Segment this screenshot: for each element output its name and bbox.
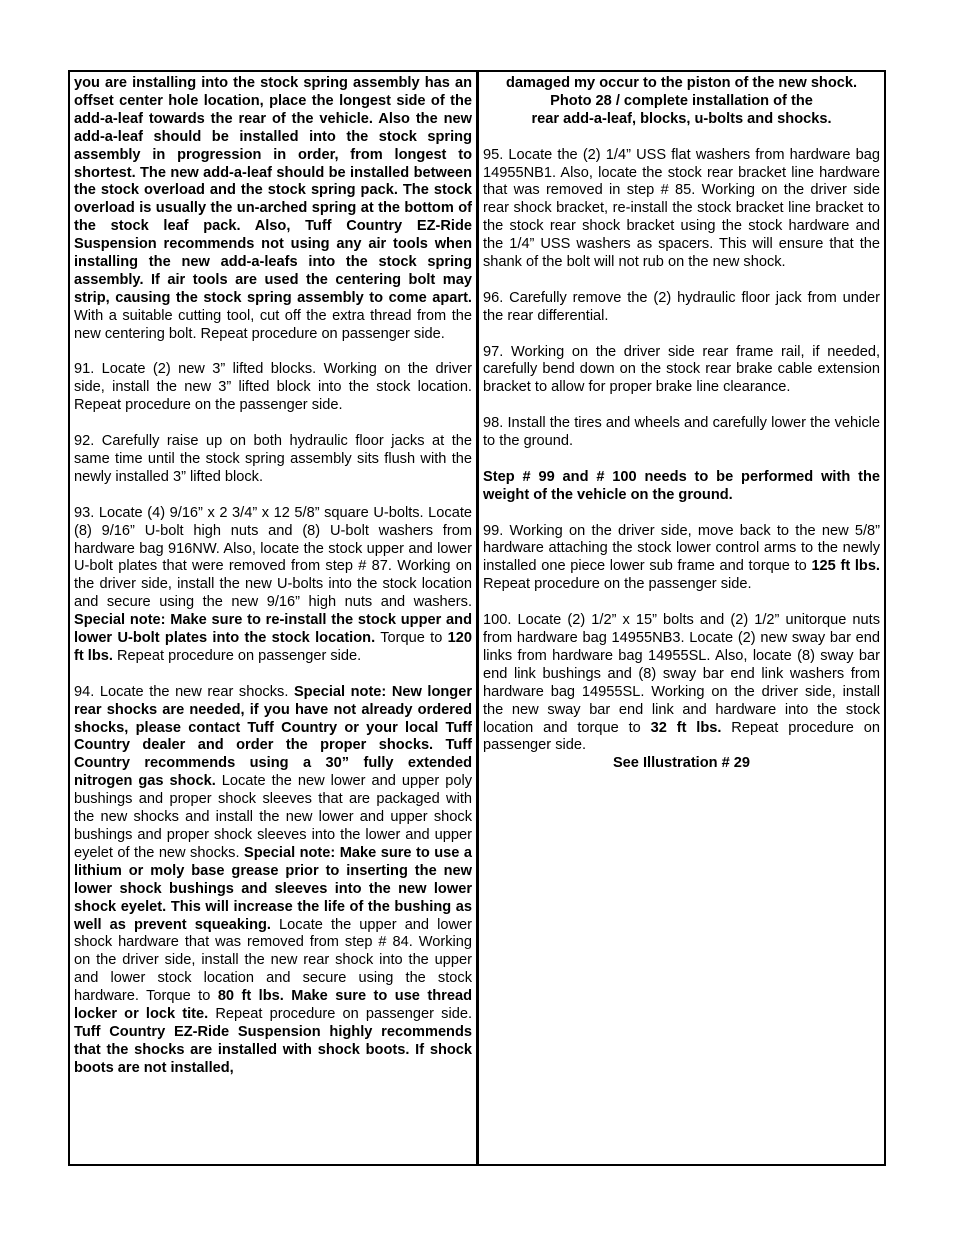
step-96: 96. Carefully remove the (2) hydraulic floor jack from under the rear differential.: [483, 289, 880, 324]
left-column: [70, 72, 479, 1164]
right-column: [479, 72, 884, 1164]
step-97: 97. Working on the driver side rear frame rail, if needed, carefully bend down on the stock rear brake cable extension bracket to allow for proper brake line clearance.: [483, 343, 880, 396]
step-91: 91. Locate (2) new 3” lifted blocks. Working on the driver side, install the new 3” lifted block into the stock location. Repeat procedure on the passenger side.: [74, 361, 472, 414]
photo-caption-line-2: rear add-a-leaf, blocks, u-bolts and shocks.: [531, 110, 832, 127]
step-95: 95. Locate the (2) 1/4” USS flat washers from hardware bag 14955NB1. Also, locate the stock rear bracket line hardware that was removed in step # 85. Working on the driver side rear shock bracket, re-install the stock bracket line bracket to the stock rear shock bracket using the stock hardware and the 1/4” USS washers as spacers. This will ensure that the shank of the bolt will not rub on the new shock.: [483, 146, 880, 271]
illustration-reference: See Illustration # 29: [612, 755, 751, 772]
step-100: 100. Locate (2) 1/2” x 15” bolts and (2) 1/2” unitorque nuts from hardware bag 14955NB3. Locate (2) new sway bar end links from hardware bag 14955SL. Also, locate (8) sway bar end link bushings and (8) sway bar end link washers from hardware bag 14955SL. Working on the driver side, install the new sway bar end link and hardware into the stock location and torque to 32 ft lbs. Repeat procedure on passenger side.: [483, 612, 881, 754]
photo-caption-line-1: Photo 28 / complete installation of the: [550, 92, 813, 109]
step-94-continued: damaged my occur to the piston of the new shock.: [505, 75, 858, 91]
step-99: 99. Working on the driver side, move back to the new 5/8” hardware attaching the stock lower control arms to the newly installed one piece lower sub frame and torque to 125 ft lbs. Repeat procedure on the passenger side.: [483, 522, 880, 593]
step-98: 98. Install the tires and wheels and carefully lower the vehicle to the ground.: [483, 415, 880, 450]
weight-on-ground-note: Step # 99 and # 100 needs to be performed with the weight of the vehicle on the ground.: [483, 468, 880, 503]
instruction-sheet: [68, 70, 886, 1166]
step-94: 94. Locate the new rear shocks. Special note: New longer rear shocks are needed, if you have not already ordered shocks, please contact Tuff Country or your local Tuff Country dealer and order the proper shocks. Tuff Country recommends using a 30” fully extended nitrogen gas shock. Locate the new lower and upper poly bushings and proper shock sleeves that are packaged with the new shocks and install the new lower and upper shock bushings and proper shock sleeves into the lower and upper eyelet of the new shocks. Special note: Make sure to use a lithium or moly base grease prior to inserting the new lower shock bushings and sleeves into the new lower shock eyelet. This will increase the life of the bushing as well as prevent squeaking. Locate the upper and lower shock hardware that was removed from step # 84. Working on the driver side, install the new rear shock into the upper and lower stock location and secure using the stock hardware. Torque to 80 ft lbs. Make sure to use thread locker or lock tite. Repeat procedure on passenger side. Tuff Country EZ-Ride Suspension highly recommends that the shocks are installed with shock boots. If shock boots are not installed,: [74, 683, 472, 1076]
step-93: 93. Locate (4) 9/16” x 2 3/4” x 12 5/8” square U-bolts. Locate (8) 9/16” U-bolt high nuts and (8) U-bolt washers from hardware bag 916NW. Also, locate the stock upper and lower U-bolt plates that were removed from step # 87. Working on the driver side, install the new U-bolts into the stock location and secure using the new 9/16” high nuts and washers. Special note: Make sure to re-install the stock upper and lower U-bolt plates into the stock location. Torque to 120 ft lbs. Repeat procedure on passenger side.: [74, 504, 472, 664]
step-92: 92. Carefully raise up on both hydraulic floor jacks at the same time until the stock spring assembly sits flush with the newly installed 3” lifted block.: [74, 433, 472, 485]
step-90-continued: you are installing into the stock spring assembly has an offset center hole location, place the longest side of the add-a-leaf towards the rear of the vehicle. Also the new add-a-leaf should be installed into the stock spring assembly in progression in order, from longest to shortest. The new add-a-leaf should be installed between the stock overload and the stock spring pack. The stock overload is usually the un-arched spring at the bottom of the stock leaf pack. Also, Tuff Country EZ-Ride Suspension recommends not using any air tools when installing the new add-a-leafs into the stock spring assembly. If air tools are used the centering bolt may strip, causing the stock spring assembly to come apart. With a suitable cutting tool, cut off the extra thread from the new centering bolt. Repeat procedure on passenger side.: [74, 75, 472, 342]
